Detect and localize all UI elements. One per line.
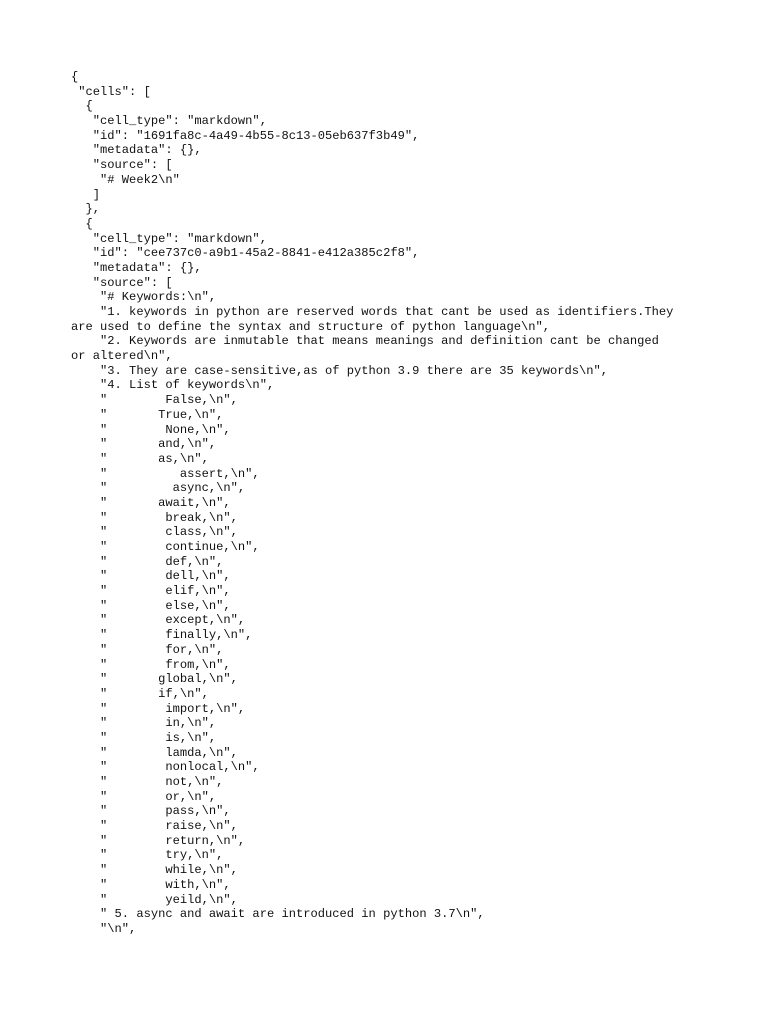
code-line: " else,\n", [71,598,231,613]
code-line: " dell,\n", [71,569,231,584]
code-line: }, [71,202,101,217]
code-line: "4. List of keywords\n", [71,378,275,393]
code-line: " in,\n", [71,716,217,731]
code-line: "source": [ [71,158,173,173]
code-line: { [71,99,93,114]
code-line: or altered\n", [71,349,173,364]
code-line: " while,\n", [71,863,238,878]
code-line: " global,\n", [71,672,238,687]
code-line: { [71,70,79,84]
code-line: "id": "1691fa8c-4a49-4b55-8c13-05eb637f3b49", [71,128,420,143]
code-line: { [71,216,93,231]
code-line: " nonlocal,\n", [71,760,260,775]
code-line: "source": [ [71,275,173,290]
code-line: " async,\n", [71,481,246,496]
code-line: " continue,\n", [71,540,260,554]
code-line: " await,\n", [71,495,231,510]
code-line: " not,\n", [71,775,224,789]
code-line: " class,\n", [71,525,238,540]
code-line: "cell_type": "markdown", [71,114,267,129]
code-line: "2. Keywords are inmutable that means meanings and definition cant be changed [71,334,659,349]
code-line: "3. They are case-sensitive,as of python 3.9 there are 35 keywords\n", [71,363,609,378]
code-line: " if,\n", [71,686,209,701]
code-line: " from,\n", [71,657,231,672]
code-line: " def,\n", [71,554,224,569]
code-line: "\n", [71,921,137,936]
code-line: "# Week2\n" [71,172,180,187]
code-line: " yeild,\n", [71,892,238,907]
code-line: " 5. async and await are introduced in python 3.7\n", [71,907,485,922]
document-page [71,70,711,937]
code-line: " None,\n", [71,422,231,437]
code-line: "cells": [ [71,84,151,99]
code-line: " with,\n", [71,877,231,892]
code-line: "# Keywords:\n", [71,290,217,305]
code-text-block [71,70,711,937]
code-line: " is,\n", [71,730,217,745]
code-line: "cell_type": "markdown", [71,231,267,246]
code-line: " break,\n", [71,510,238,525]
code-line: "metadata": {}, [71,260,202,275]
code-line: "1. keywords in python are reserved words that cant be used as identifiers.They [71,305,674,319]
code-line: " and,\n", [71,437,217,452]
code-line: "id": "cee737c0-a9b1-45a2-8841-e412a385c2f8", [71,246,420,261]
code-line: " finally,\n", [71,628,253,643]
code-line: "metadata": {}, [71,143,202,158]
code-line: ] [71,187,101,202]
code-line: " raise,\n", [71,819,238,834]
code-line: " True,\n", [71,407,224,422]
code-line: " pass,\n", [71,804,231,819]
code-line: " import,\n", [71,701,246,716]
code-line: " or,\n", [71,789,217,804]
code-line: " assert,\n", [71,466,260,481]
code-line: are used to define the syntax and structure of python language\n", [71,319,550,334]
code-line: " as,\n", [71,451,209,466]
code-line: " try,\n", [71,848,224,863]
code-line: " except,\n", [71,613,246,628]
code-line: " False,\n", [71,393,238,408]
code-line: " lamda,\n", [71,745,238,760]
code-line: " for,\n", [71,642,224,657]
code-line: " elif,\n", [71,584,231,599]
code-line: " return,\n", [71,833,246,848]
